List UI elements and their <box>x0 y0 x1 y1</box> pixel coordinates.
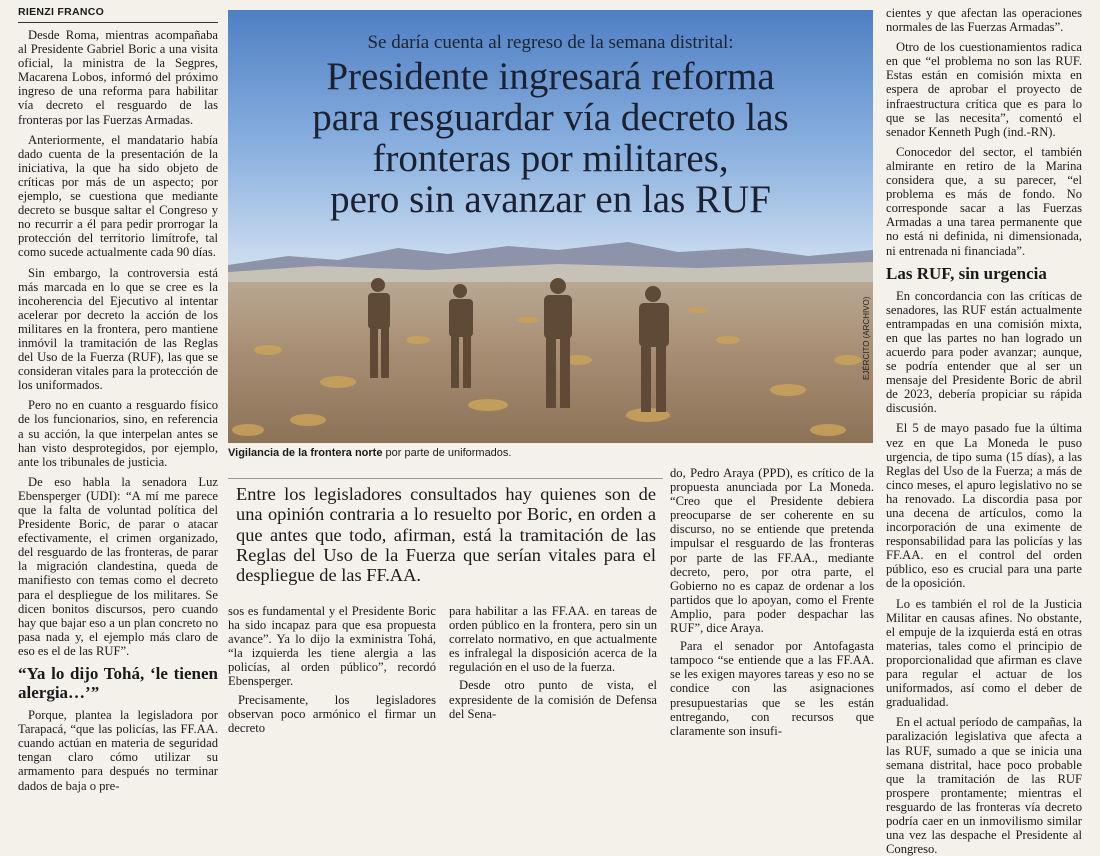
paragraph: En concordancia con las críticas de senadores, las RUF están actualmente entrampadas en una comisión mixta, en que las partes no han logrado un acuerdo para poder avanzar; aunque, se podría entender que al ser un mensaje del Presidente Boric de abril de 2023, debería propiciar su rápida discusión. <box>886 288 1082 416</box>
paragraph: Lo es también el rol de la Justicia Militar en causas afines. No obstante, el empuje de la izquierda está en otras materias, tales como el principio de proporcionalidad que afirman es clave para regular el actuar de los uniformados, así como el deber de gradualidad. <box>886 596 1082 710</box>
photo-caption <box>228 447 873 459</box>
headline-block <box>228 32 873 220</box>
article-column-3 <box>449 604 657 721</box>
headline-line: para resguardar vía decreto las <box>312 96 789 139</box>
headline-line: fronteras por militares, <box>372 137 729 180</box>
headline-line: Presidente ingresará reforma <box>326 55 775 98</box>
subheading: Las RUF, sin urgencia <box>886 263 1047 283</box>
paragraph: Otro de los cuestionamientos radica en que “el problema no son las RUF. Estas están en comisión mixta en espera de aprobar el proyecto de infraestructura crítica que es para lo que se las necesita”, comentó el senador Kenneth Pugh (ind.-RN). <box>886 40 1082 139</box>
caption-bold: Vigilancia de la frontera norte <box>228 447 383 459</box>
caption-rest: por parte de uniformados. <box>382 447 512 459</box>
paragraph: Para el senador por Antofagasta tampoco “se entiende que a las FF.AA. se les exigen mayores tareas y eso no se condice con las asignaciones presupuestarias que se les están entregando, con recursos que claramente son insufi- <box>670 639 874 738</box>
subheading: “Ya lo dijo Tohá, ‘le tienen alergia…’” <box>18 664 218 703</box>
paragraph: sos es fundamental y el Presidente Boric ha sido incapaz para que esa propuesta avance”. Ya lo dijo la exministra Tohá, “la izquierda les tiene alergia a las policías, al orden público”, recordó Ebensperger. <box>228 604 436 689</box>
paragraph: do, Pedro Araya (PPD), es crítico de la propuesta anunciada por La Moneda. “Creo que el Presidente debiera preocuparse de ser coherente en su discurso, no se entiende que pretenda impulsar el resguardo de las fronteras por parte de las FF.AA., mediante decreto, pero, por otra parte, el Gobierno no es capaz de ordenar a los partidos que lo apoyan, como el Frente Amplio, para poder despachar las RUF”, dice Araya. <box>670 466 874 636</box>
byline: RIENZI FRANCO <box>18 6 105 18</box>
paragraph: En el actual período de campañas, la paralización legislativa que afecta a las RUF, sumado a que se inicia una semana distrital, hace poco probable que la tramitación de las RUF prospere prontamente; mientras el resguardo de las fronteras vía decreto podría caer en un inmovilismo similar una vez las despache el Presidente al Congreso. <box>886 715 1082 856</box>
article-column-1 <box>18 28 218 793</box>
paragraph: cientes y que afectan las operaciones normales de las Fuerzas Armadas”. <box>886 6 1082 35</box>
paragraph: Sin embargo, la controversia está más marcada en lo que se cree es la incoherencia del Ejecutivo al intentar acelerar por decreto la acción de los militares en la frontera, pero mantiene inmóvil la tramitación de las Reglas del Uso de la Fuerza (RUF), las que se consideran vitales para la protección de los uniformados. <box>18 265 218 393</box>
paragraph: Precisamente, los legisladores observan poco armónico el firmar un decreto <box>228 692 436 735</box>
paragraph: De eso habla la senadora Luz Ebensperger (UDI): “A mí me parece que la falta de voluntad política del Presidente Boric, de parar o atacar efectivamente, el crimen organizado, del resguardo de las fronteras, de parar la migración clandestina, queda de manifiesto con temas como el decreto para el despliegue de los militares. Se dicen bonitos discursos, pero cuando hay que bajar eso a un plan concreto no pasa nada y, el ejemplo más claro de eso es el de las RUF”. <box>18 474 218 658</box>
paragraph: Conocedor del sector, el también almirante en retiro de la Marina considera que, a su parecer, “el problema es más de fondo. No corresponde sacar a las Fuerzas Armadas a una tarea permanente que no está ni definida, ni dimensionada, ni entrenada ni financiada”. <box>886 144 1082 258</box>
paragraph: El 5 de mayo pasado fue la última vez en que La Moneda le puso urgencia, de tipo suma (15 días), a las Reglas del Uso de la Fuerza; a más de cinco meses, el apuro legislativo no se ha renovado. La discordia pasa por una decena de artículos, como la incorporación de una eximente de responsabilidad para las policías y las FF.AA. en el control del orden público, eso es crucial para una parte de la oposición. <box>886 421 1082 591</box>
paragraph: Desde otro punto de vista, el expresidente de la comisión de Defensa del Sena- <box>449 678 657 721</box>
paragraph: Anteriormente, el mandatario había dado cuenta de la presentación de la iniciativa, la que ha sido objeto de críticas por más de un aspecto; por ejemplo, se cuestiona que mediante decreto se busque saltar el Congreso y no recurrir a él para pedir prorrogar la protección del territorio limítrofe, tal como sucede actualmente cada 90 días. <box>18 132 218 260</box>
article-column-5 <box>886 6 1082 856</box>
article-column-2 <box>228 604 436 735</box>
article-column-4 <box>670 466 874 738</box>
paragraph: Porque, plantea la legisladora por Tarapacá, “que las policías, las FF.AA. cuando actúan en materia de seguridad tengan claro cómo utilizar su armamento para después no terminar dados de baja o pre- <box>18 708 218 793</box>
paragraph: para habilitar a las FF.AA. en tareas de orden público en la frontera, pero sin un correlato normativo, en que actualmente es infralegal la disposición acerca de la regulación en el uso de la fuerza. <box>449 604 657 675</box>
headline-line: pero sin avanzar en las RUF <box>330 178 771 221</box>
pullquote: Entre los legisladores consultados hay quienes son de una opinión contraria a lo resuelto por Boric, en orden a que antes que todo, afirman, está la tramitación de las Reglas del Uso de la Fuerza que serían vitales para el despliegue de las FF.AA. <box>236 484 656 586</box>
pullquote-rule <box>228 478 663 479</box>
paragraph: Pero no en cuanto a resguardo físico de los funcionarios, sino, en referencia a su acción, la que interpelan antes se han visto desprotegidos, por ejemplo, ante los tribunales de justicia. <box>18 398 218 469</box>
paragraph: Desde Roma, mientras acompañaba al Presidente Gabriel Boric a una visita oficial, la ministra de la Segpres, Macarena Lobos, informó del próximo ingreso de una reforma para habilitar vía decreto el resguardo de las fronteras por las Fuerzas Armadas. <box>18 28 218 127</box>
photo-credit: EJÉRCITO (ARCHIVO) <box>862 296 871 380</box>
headline-kicker: Se daría cuenta al regreso de la semana distrital: <box>367 32 734 53</box>
byline-rule <box>18 22 218 23</box>
